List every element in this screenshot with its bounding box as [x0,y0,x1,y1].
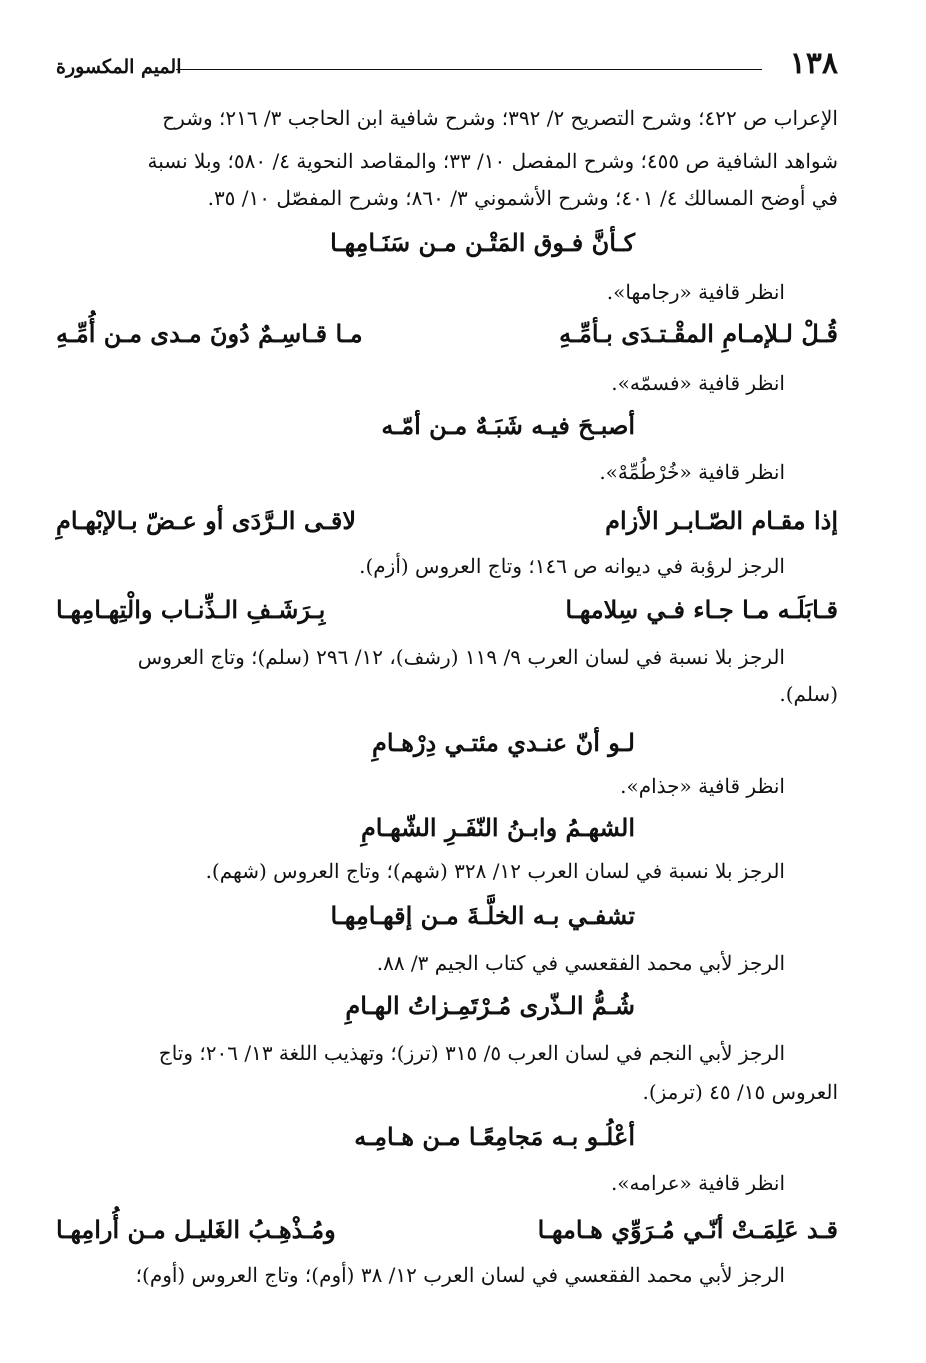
verse-line: تشفـي بـه الخلَّـةَ مـن إقهـامِهـا [330,901,635,930]
reference-note: انظر قافية «جذام». [620,774,785,798]
reference-note: انظر قافية «رجامها». [606,280,785,304]
page-number: ١٣٨ [789,46,838,81]
reference-note: انظر قافية «عرامه». [610,1171,785,1195]
verse-line: الشهـمُ وابـنُ النّفَـرِ الشّهـامِ [360,813,635,842]
footnote-line: شواهد الشافية ص ٤٥٥؛ وشرح المفصل ١٠/ ٣٣؛ والمقاصد النحوية ٤/ ٥٨٠؛ وبلا نسبة [147,149,838,173]
reference-note: (سلم). [779,682,838,706]
reference-note: الرجز بلا نسبة في لسان العرب ١٢/ ٣٢٨ (شهم)؛ وتاج العروس (شهم). [205,859,785,883]
header-rule [176,69,762,70]
verse-hemistich-second: ومُـذْهِـبُ الغَليـل مـن أُرامِهـا [56,1215,336,1244]
reference-note: الرجز لرؤبة في ديوانه ص ١٤٦؛ وتاج العروس (أزم). [359,554,785,578]
verse-hemistich-second: بِـرَشَـفِ الـذِّنـاب والْتِهـامِهـا [56,595,326,624]
verse-line: كـأنَّ فـوق المَتْـن مـن سَنَـامِهـا [330,228,635,257]
running-head: الميم المكسورة [56,56,182,78]
reference-note: الرجز لأبي محمد الفقعسي في لسان العرب ١٢/ ٣٨ (أوم)؛ وتاج العروس (أوم)؛ [135,1263,785,1287]
verse-hemistich-second: لاقـى الـرَّدَى أو عـضّ بـالإبْهـامِ [56,506,357,535]
reference-note: الرجز لأبي محمد الفقعسي في كتاب الجيم ٣/ ٨٨. [376,951,785,975]
page-header [56,46,838,86]
verse-hemistich-second: مـا قـاسِـمٌ دُونَ مـدى مـن أُمِّـهِ [56,319,363,348]
reference-note: انظر قافية «خُرْطُمِّهْ». [599,460,785,484]
reference-note: انظر قافية «فسمّه». [611,371,785,395]
verse-hemistich-first: إذا مقـام الصّـابـر الأزام [605,506,838,535]
verse-line: أصبـحَ فيـه شَبَـهٌ مـن أمّـه [381,411,635,440]
verse-hemistich-first: قـابَلَـه مـا جـاء فـي سِلامهـا [565,595,838,624]
verse-hemistich-first: قُـلْ لـلإمـامِ المقْـتـدَى بـأمِّـهِ [559,319,838,348]
verse-line: شُـمُّ الـذّرى مُـرْتَمِـزاتُ الهـامِ [345,991,635,1020]
verse-line: أعْلُـو بـه مَجامِعًـا مـن هـامِـه [354,1122,635,1151]
footnote-line: الإعراب ص ٤٢٢؛ وشرح التصريح ٢/ ٣٩٢؛ وشرح شافية ابن الحاجب ٣/ ٢١٦؛ وشرح [162,106,838,130]
reference-note: الرجز لأبي النجم في لسان العرب ٥/ ٣١٥ (ترز)؛ وتهذيب اللغة ١٣/ ٢٠٦؛ وتاج [158,1041,785,1065]
verse-hemistich-first: قـد عَلِمَـتْ أنّـي مُـرَوِّي هـامهـا [537,1215,838,1244]
reference-note: الرجز بلا نسبة في لسان العرب ٩/ ١١٩ (رشف)، ١٢/ ٢٩٦ (سلم)؛ وتاج العروس [137,645,785,669]
verse-line: لـو أنّ عنـدي مئتـي دِرْهـامِ [372,728,635,757]
footnote-line: في أوضح المسالك ٤/ ٤٠١؛ وشرح الأشموني ٣/ ٨٦٠؛ وشرح المفصّل ١٠/ ٣٥. [207,186,838,210]
reference-note: العروس ١٥/ ٤٥ (ترمز). [642,1080,838,1104]
